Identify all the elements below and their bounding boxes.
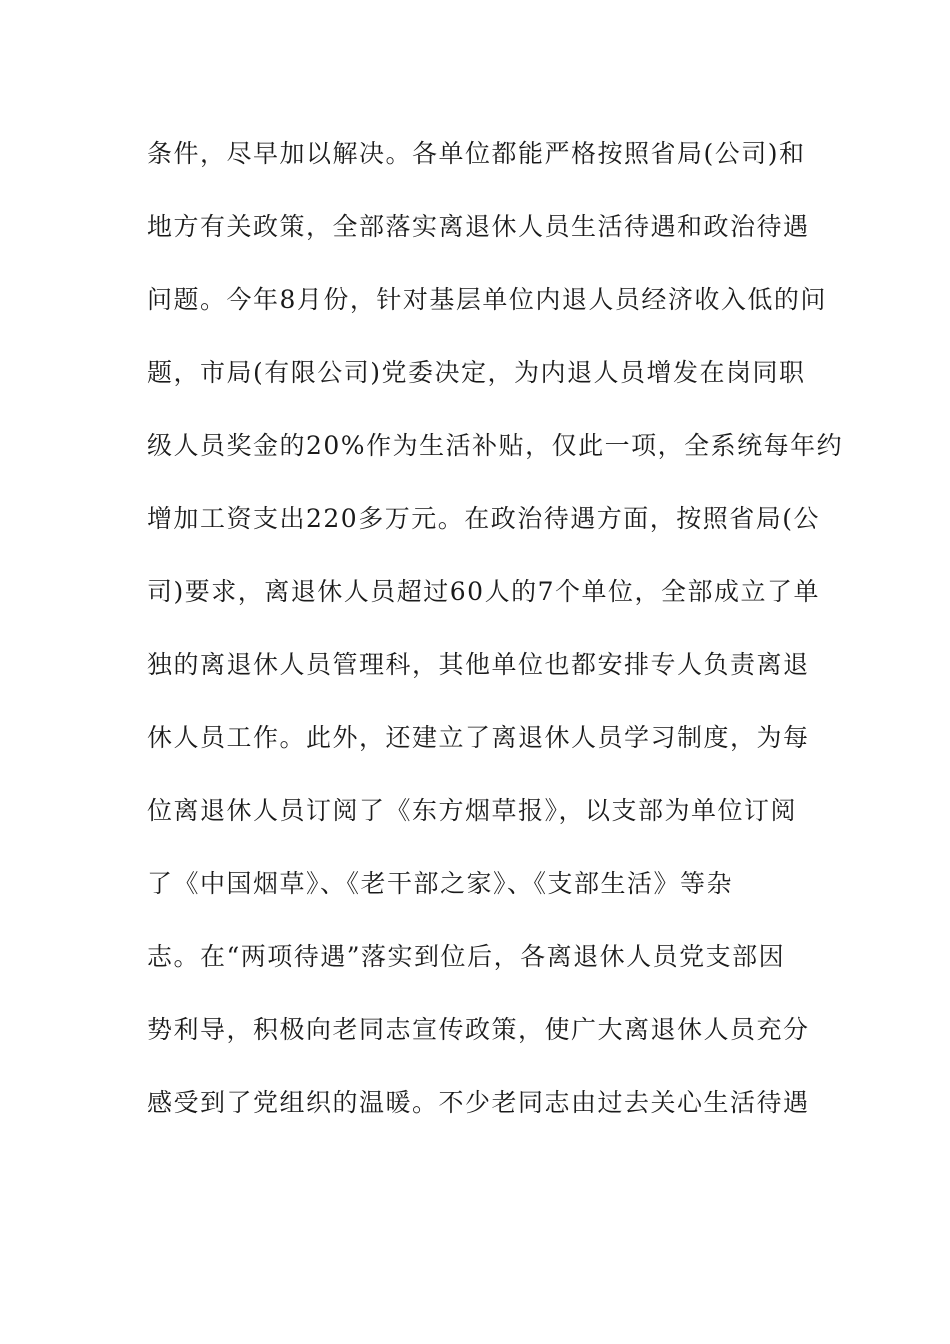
text-line-11: 了《中国烟草》、《老干部之家》、《支部生活》等杂 [147, 869, 734, 898]
body-text [147, 130, 844, 1152]
text-line-9: 休人员工作。此外，还建立了离退休人员学习制度，为每 [147, 723, 810, 752]
text-line-2: 地方有关政策，全部落实离退休人员生活待遇和政治待遇 [147, 212, 810, 241]
text-line-7: 司)要求，离退休人员超过60人的7个单位，全部成立了单 [147, 577, 820, 606]
text-line-5: 级人员奖金的20%作为生活补贴，仅此一项，全系统每年约 [147, 431, 844, 460]
text-line-8: 独的离退休人员管理科，其他单位也都安排专人负责离退 [147, 650, 810, 679]
text-line-4: 题，市局(有限公司)党委决定，为内退人员增发在岗同职 [147, 358, 806, 387]
text-line-12: 志。在“两项待遇”落实到位后，各离退休人员党支部因 [147, 942, 786, 971]
text-line-13: 势利导，积极向老同志宣传政策，使广大离退休人员充分 [147, 1015, 810, 1044]
text-line-6: 增加工资支出220多万元。在政治待遇方面，按照省局(公 [147, 504, 820, 533]
text-line-1: 条件，尽早加以解决。各单位都能严格按照省局(公司)和 [147, 139, 806, 168]
text-line-10: 位离退休人员订阅了《东方烟草报》，以支部为单位订阅 [147, 796, 798, 825]
text-line-14: 感受到了党组织的温暖。不少老同志由过去关心生活待遇 [147, 1088, 810, 1117]
text-line-3: 问题。今年8月份，针对基层单位内退人员经济收入低的问 [147, 285, 827, 314]
